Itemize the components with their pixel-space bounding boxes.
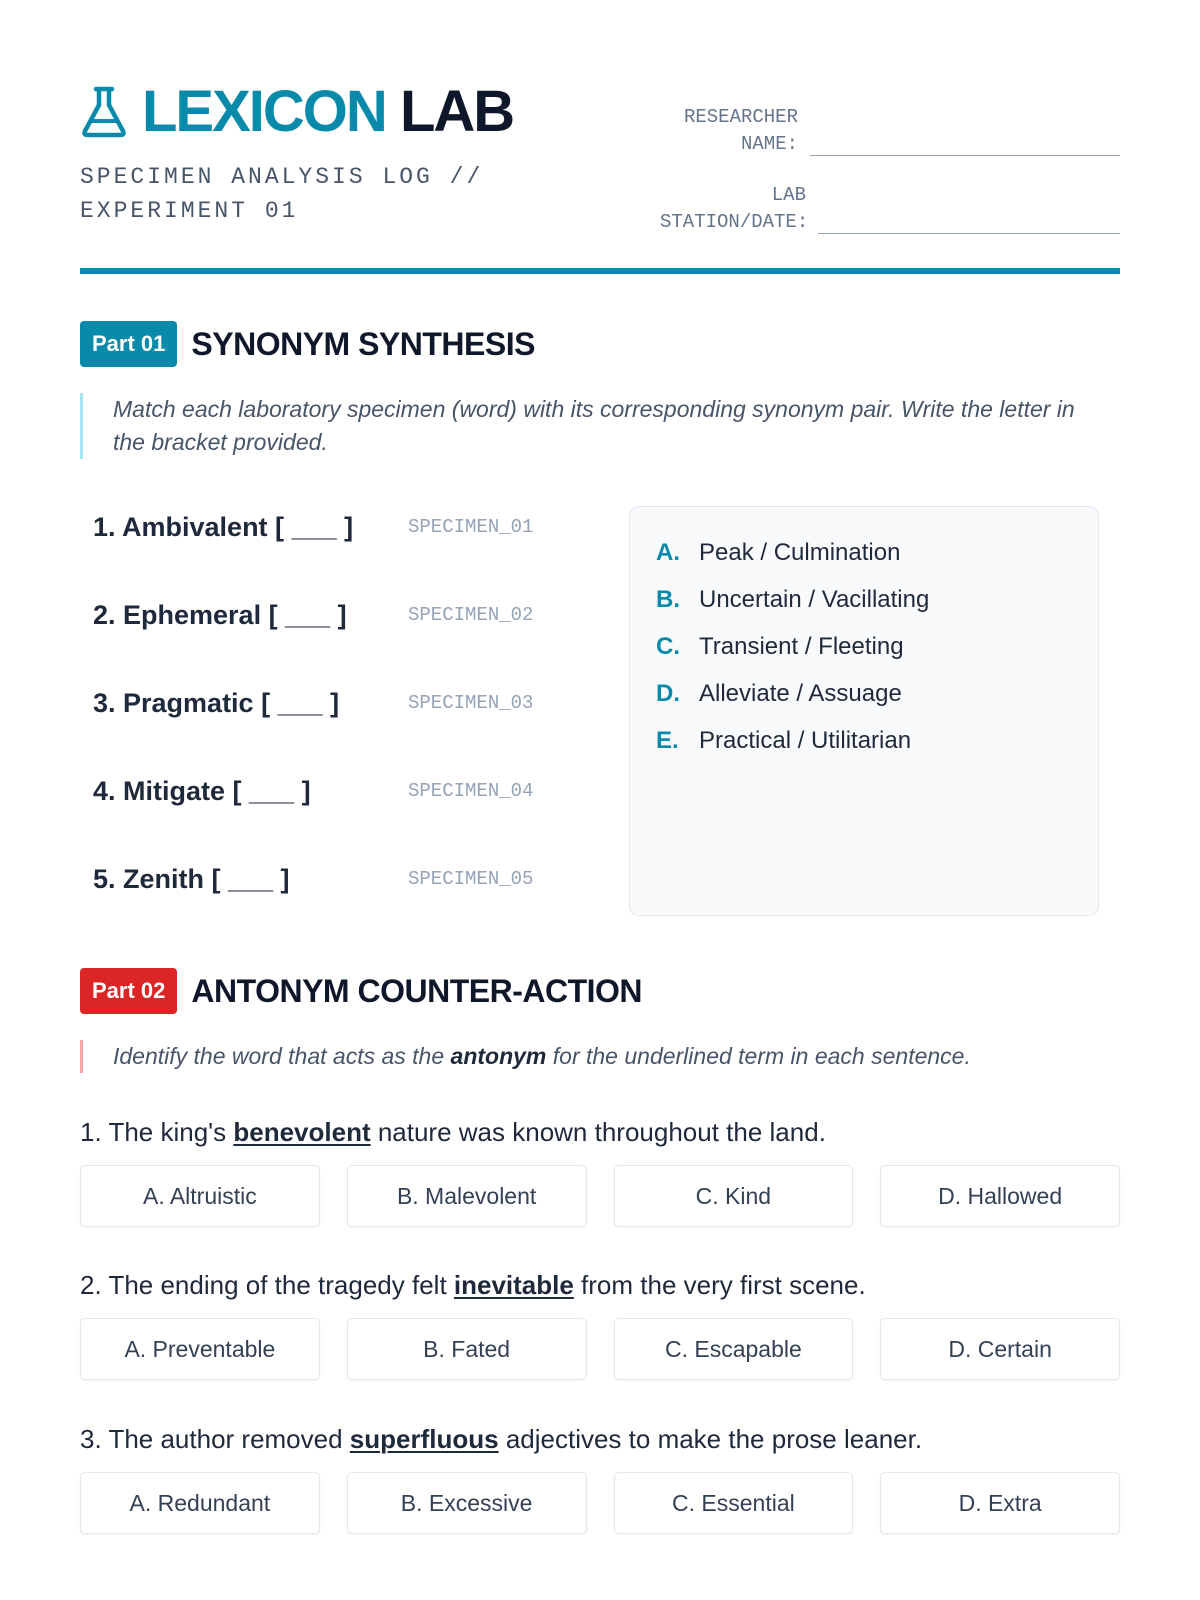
specimen-code: SPECIMEN_02 [408, 604, 534, 626]
question-2-choices [80, 1318, 1120, 1380]
specimen-list [93, 507, 563, 947]
answer-choice[interactable]: D. Hallowed [880, 1165, 1120, 1227]
part2-instruction [80, 1040, 1090, 1073]
brand [80, 79, 514, 144]
specimen-item[interactable] [93, 683, 563, 771]
worksheet-page [80, 0, 1120, 1600]
part2-header [80, 968, 642, 1014]
header-divider [80, 268, 1120, 274]
station-input-line[interactable] [818, 233, 1120, 234]
specimen-item[interactable] [93, 595, 563, 683]
question-text: 3. The author removed [80, 1424, 350, 1454]
part1-title: SYNONYM SYNTHESIS [191, 325, 535, 362]
synonym-option [656, 529, 1072, 576]
answer-choice[interactable]: D. Extra [880, 1472, 1120, 1534]
brand-dark: LAB [399, 79, 514, 144]
specimen-word: 5. Zenith [ ___ ] [93, 864, 290, 894]
option-letter: B. [656, 585, 680, 613]
instruction-post: for the underlined term in each sentence. [546, 1043, 971, 1069]
question-3-choices [80, 1472, 1120, 1534]
station-label: LAB STATION/DATE: [660, 184, 809, 233]
specimen-item[interactable] [93, 859, 563, 947]
question-text: from the very first scene. [573, 1270, 866, 1300]
part1-header [80, 321, 535, 367]
target-term: benevolent [233, 1117, 371, 1147]
researcher-input-line[interactable] [810, 155, 1120, 156]
synonym-option [656, 576, 1072, 623]
question-1 [80, 1114, 1120, 1150]
part1-instruction: Match each laboratory specimen (word) with its corresponding synonym pair. Write the letter in the bracket provided. [80, 393, 1090, 459]
specimen-code: SPECIMEN_03 [408, 692, 534, 714]
question-text: 1. The king's [80, 1117, 234, 1147]
subtitle: SPECIMEN ANALYSIS LOG // EXPERIMENT 01 [80, 164, 484, 224]
specimen-word: 2. Ephemeral [ ___ ] [93, 600, 347, 630]
target-term: inevitable [453, 1270, 574, 1300]
answer-choice[interactable]: C. Escapable [614, 1318, 854, 1380]
answer-choice[interactable]: A. Altruistic [80, 1165, 320, 1227]
option-letter: E. [656, 726, 679, 754]
question-text: 2. The ending of the tragedy felt [80, 1270, 454, 1300]
answer-choice[interactable]: D. Certain [880, 1318, 1120, 1380]
station-field [660, 182, 1120, 236]
answer-choice[interactable]: B. Malevolent [347, 1165, 587, 1227]
option-text: Peak / Culmination [699, 538, 901, 566]
question-text: adjectives to make the prose leaner. [498, 1424, 923, 1454]
specimen-code: SPECIMEN_01 [408, 516, 534, 538]
answer-choice[interactable]: A. Preventable [80, 1318, 320, 1380]
specimen-item[interactable] [93, 771, 563, 859]
specimen-word: 3. Pragmatic [ ___ ] [93, 688, 340, 718]
header-fields [660, 104, 1120, 260]
researcher-label: RESEARCHER NAME: [683, 106, 798, 155]
instruction-pre: Identify the word that acts as the [113, 1043, 451, 1069]
specimen-item[interactable] [93, 507, 563, 595]
part1-badge: Part 01 [80, 321, 177, 367]
option-text: Transient / Fleeting [699, 632, 904, 660]
option-letter: D. [656, 679, 680, 707]
answer-choice[interactable]: B. Fated [347, 1318, 587, 1380]
synonym-option [656, 670, 1072, 717]
part2-title: ANTONYM COUNTER-ACTION [191, 972, 642, 1009]
synonym-option [656, 717, 1072, 764]
instruction-bold: antonym [450, 1043, 547, 1069]
option-letter: C. [656, 632, 680, 660]
synonym-options-box [629, 506, 1099, 916]
answer-choice[interactable]: C. Essential [614, 1472, 854, 1534]
answer-choice[interactable]: A. Redundant [80, 1472, 320, 1534]
brand-title [142, 79, 514, 144]
question-text: nature was known throughout the land. [370, 1117, 826, 1147]
option-text: Practical / Utilitarian [699, 726, 912, 754]
brand-accent: LEXICON [142, 79, 386, 144]
specimen-code: SPECIMEN_05 [408, 868, 534, 890]
option-text: Uncertain / Vacillating [699, 585, 930, 613]
specimen-code: SPECIMEN_04 [408, 780, 534, 802]
answer-choice[interactable]: B. Excessive [347, 1472, 587, 1534]
answer-choice[interactable]: C. Kind [614, 1165, 854, 1227]
target-term: superfluous [349, 1424, 499, 1454]
option-text: Alleviate / Assuage [699, 679, 902, 707]
question-3 [80, 1421, 1120, 1457]
researcher-field [660, 104, 1120, 158]
specimen-word: 4. Mitigate [ ___ ] [93, 776, 311, 806]
question-1-choices [80, 1165, 1120, 1227]
part2-badge: Part 02 [80, 968, 177, 1014]
option-letter: A. [656, 538, 680, 566]
flask-icon [80, 85, 128, 139]
question-2 [80, 1267, 1120, 1303]
synonym-option [656, 623, 1072, 670]
specimen-word: 1. Ambivalent [ ___ ] [93, 512, 354, 542]
